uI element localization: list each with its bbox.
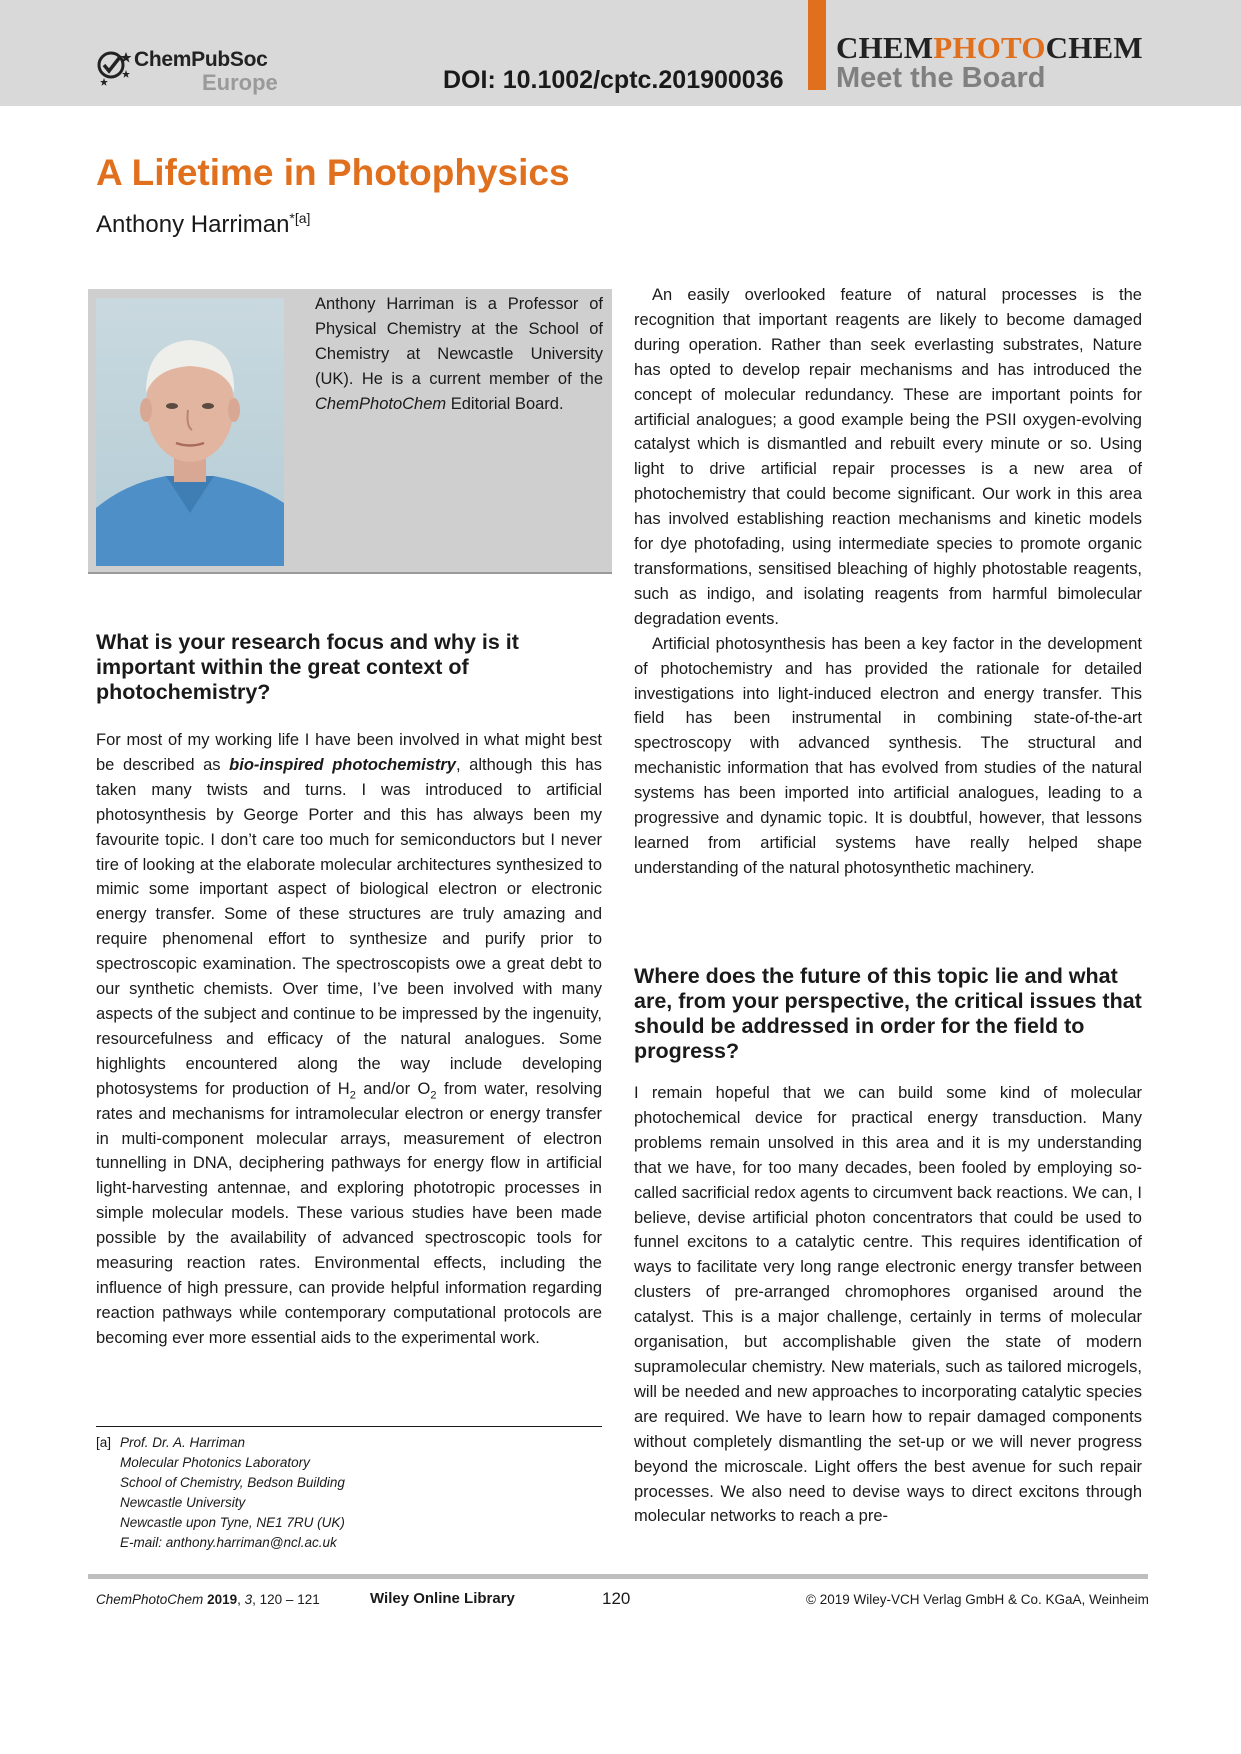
research-text-b: , although this has taken many twists and turns. I was introduced to artificial photosynthesis by George Porter and this has always been my favourite topic. I don’t care too much for semiconductors but I never tire of looking at the elaborate molecular architectures synthesized to mimic some important aspect of biological electron or electronic energy transfer. Some of these structures are truly amazing and require phenomenal effort to synthesize and purify prior to spectroscopic examination. The spectroscopists owe a great debt to our synthetic chemists. Over time, I’ve been involved with many aspects of the subject and continue to be impressed by the ingenuity, resourcefulness and efficacy of the natural analogues. Some highlights encountered along the way include developing photosystems for production of H bbox=[96, 755, 602, 1098]
footnote-line: Prof. Dr. A. Harriman bbox=[120, 1435, 246, 1450]
chempubsoc-star-icon bbox=[96, 48, 134, 86]
page-header bbox=[0, 0, 1241, 106]
logo-text-europe: Europe bbox=[202, 70, 278, 95]
wiley-online-library-link[interactable]: Wiley Online Library bbox=[370, 1590, 515, 1607]
footnote-email-link[interactable]: E-mail: anthony.harriman@ncl.ac.uk bbox=[120, 1535, 337, 1550]
paragraph-future: I remain hopeful that we can build some kind of molecular photochemical device for practical energy transduction. Many problems remain unsolved in this area and it is my understanding that we have, for too many decades, been fooled by employing so-called sacrificial redox agents to circumvent back reactions. We can, I believe, devise artificial photon concentrators that could be used to funnel excitons to a catalytic centre. This requires identification of ways to facilitate very long range electronic energy transfer between clusters of pre-arranged chromophores organised around the catalyst. This is a major challenge, certainly in terms of molecular organisation, but accomplishable given the state of modern supramolecular chemistry. New materials, such as tailored microgels, will be needed and new approaches to incorporating catalytic species are required. We have to learn how to repair damaged components without completely dismantling the set-up or we will never progress beyond the microscale. Light offers the best avenue for such repair processes. We also need to devise ways to direct excitons through molecular networks to reach a pre- bbox=[634, 1084, 1142, 1526]
bio-text-part1: Anthony Harriman is a Professor of Physical Chemistry at the School of Chemistry at Newcastle University (UK). He is a current member of the bbox=[315, 295, 603, 388]
footnote-line: School of Chemistry, Bedson Building bbox=[120, 1475, 345, 1490]
journal-title-part2: PHOTO bbox=[933, 30, 1046, 65]
paragraph-repair: An easily overlooked feature of natural processes is the recognition that important reagents are likely to become damaged during operation. Rather than seek everlasting substrates, Nature has opted to develop repair mechanisms and has introduced the concept of molecular redundancy. These are important points for artificial analogues; a good example being the PSII oxygen-evolving catalyst which is dismantled and rebuilt every minute or so. Using light to drive artificial repair processes is a new area of photochemistry that could become significant. Our work in this area has involved establishing reaction mechanisms and kinetic models for dye photofading, using intermediate species to promote organic transformations, sensitised bleaching of highly photostable reagents, such as indigo, and isolating reagents from harmful bimolecular degradation events. bbox=[634, 286, 1142, 628]
research-text-a: For most of my working life I have been involved in what might best be described as bbox=[96, 731, 602, 774]
research-text-c: and/or O bbox=[355, 1079, 431, 1098]
chempubsoc-logo[interactable] bbox=[96, 46, 296, 96]
journal-title bbox=[836, 30, 1143, 66]
subscript-o2: 2 bbox=[430, 1088, 437, 1101]
author-bio-text bbox=[315, 292, 603, 417]
heading-future: Where does the future of this topic lie and what are, from your perspective, the critical issues that should be addressed in order for the field to progress? bbox=[634, 964, 1142, 1063]
footnote-line: Newcastle University bbox=[120, 1495, 246, 1510]
research-emphasis: bio-inspired photochemistry bbox=[229, 755, 456, 774]
doi-link[interactable]: DOI: 10.1002/cptc.201900036 bbox=[443, 66, 784, 94]
article-title: A Lifetime in Photophysics bbox=[96, 152, 570, 193]
footnote-line: Molecular Photonics Laboratory bbox=[120, 1455, 310, 1470]
subscript-h2: 2 bbox=[349, 1088, 356, 1101]
page-number: 120 bbox=[602, 1589, 631, 1608]
author-portrait-photo bbox=[96, 298, 284, 566]
paragraph-research-focus bbox=[96, 728, 602, 1351]
footnote-line: Newcastle upon Tyne, NE1 7RU (UK) bbox=[120, 1515, 345, 1530]
footer-copyright: © 2019 Wiley-VCH Verlag GmbH & Co. KGaA, Weinheim bbox=[806, 1592, 1149, 1607]
footnote-divider bbox=[96, 1426, 602, 1427]
footer-journal: ChemPhotoChem bbox=[96, 1592, 204, 1607]
author-bio-box bbox=[88, 289, 612, 574]
logo-text-chempubsoc: ChemPubSoc bbox=[134, 48, 268, 71]
header-accent-bar bbox=[808, 0, 826, 90]
author-affiliation-footnote bbox=[96, 1433, 345, 1553]
portrait-illustration bbox=[96, 298, 284, 566]
article-author bbox=[96, 210, 310, 239]
author-name: Anthony Harriman bbox=[96, 211, 290, 238]
journal-title-part3: CHEM bbox=[1045, 30, 1143, 65]
author-affiliation-mark[interactable]: *[a] bbox=[289, 210, 311, 226]
right-column-text bbox=[634, 283, 1142, 881]
bio-journal-name: ChemPhotoChem bbox=[315, 395, 447, 413]
footer-divider bbox=[88, 1574, 1148, 1579]
section-label: Meet the Board bbox=[836, 62, 1046, 94]
footer-year: 2019 bbox=[207, 1592, 238, 1607]
bio-text-part2: Editorial Board. bbox=[446, 395, 564, 413]
footer-pages: , 120 – 121 bbox=[252, 1592, 320, 1607]
footer-citation: ChemPhotoChem 2019, 3, 120 – 121 bbox=[96, 1592, 320, 1607]
journal-title-part1: CHEM bbox=[836, 30, 934, 65]
footnote-marker: [a] bbox=[96, 1435, 112, 1450]
paragraph-artificial-photosynthesis: Artificial photosynthesis has been a key factor in the development of photochemistry and has provided the rationale for detailed investigations into light-induced electron and energy transfer. This field has been instrumental in combining state-of-the-art spectroscopy with advanced synthesis. The structural and mechanistic information that has evolved from studies of the natural systems has been imported into artificial analogues, leading to a progressive and dynamic topic. It is doubtful, however, that lessons learned from artificial systems have really helped shape understanding of the natural photosynthetic machinery. bbox=[634, 634, 1142, 877]
research-text-d: from water, resolving rates and mechanisms for intramolecular electron or energy transfer in multi-component molecular arrays, measurement of electron tunnelling in DNA, deciphering pathways for energy flow in artificial light-harvesting antennae, and exploring phototropic processes in simple molecular models. These various studies have been made possible by the availability of advanced spectroscopic tools for measuring reaction rates. Environmental effects, including the influence of high pressure, can provide helpful information regarding reaction pathways while contemporary computational protocols are becoming ever more essential aids to the experimental work. bbox=[96, 1079, 602, 1347]
footer-volume: 3 bbox=[244, 1592, 253, 1607]
heading-research-focus: What is your research focus and why is it important within the great context of photochemistry? bbox=[96, 630, 519, 704]
